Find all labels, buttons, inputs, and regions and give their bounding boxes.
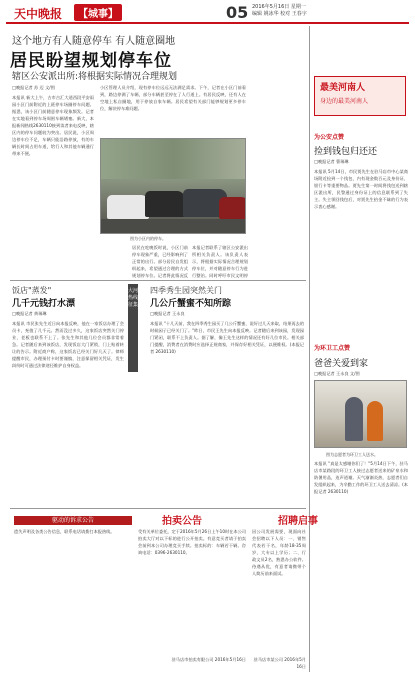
date-line <box>252 4 307 18</box>
right-body-1: 本报讯 5月14日，市民贾先生在驻马店市中心某商场附近捡到一个钱包，内有现金数百元及身份证、银行卡等重要物品。贾先生第一时间将钱包送到辖区派出所，民警通过身份证上的信息联系到了失主。失主领回钱包后，对贾先生拾金不昧的行为表示衷心感谢。 <box>314 169 408 209</box>
right-banner-title: 最美河南人 <box>320 83 366 93</box>
right-banner-sub: 身边的最美河南人 <box>320 98 369 105</box>
story2-body: 本报讯 市民张先生近日向本报反映，他在一家饭店办理了会员卡，充值了几千元。然而没过多久，这家饭店突然关门停业，老板也联系不上了。张先生和其他几位会员都非常着急。记者随后来到该饭店，发现饭店大门紧锁，门上贴着转让的告示。附近商户称，这家饭店已经关门好几天了。律师提醒市民，办理预付卡时要谨慎，注意保留相关凭证，发生纠纷时可通过法律途径维护自身权益。 <box>12 321 124 368</box>
story3-body: 本报讯 "十几天前，我在四季秀生园买了几公斤蟹蜜，说好过几天来取，结果再去的时候园子已经关门了。"昨日，市民王先生向本报反映。记者随后来到该园，发现园门紧闭，联系不上负责人。据了解，像王先生这样的情况还有好几位市民。相关部门提醒，消费者在消费时应选择正规商家，并保存好相关凭证，以便维权。(本报记者 2630110) <box>150 321 304 354</box>
hiring-body: 因公司发展需要，现面向社会招聘以下人员：一、销售代表若干名，年龄18-35周岁，大专以上学历；二、行政文员2名，熟悉办公软件。待遇从优，有意者请携带个人简历前来面试。 <box>252 529 306 576</box>
masthead-rule <box>6 22 409 24</box>
lead-column-4: 本报记者联系了辖区公安派出所相关负责人。该负责人表示，将根据实际情况合理规划停车位，并对随意停车行为进行整治。同时呼吁市民文明停 <box>192 245 248 278</box>
right-body-2: 本报讯 "真是太感谢你们了！"5月14日下午，驻马店市某路段的环卫工人接过志愿者送来的矿泉水和防暑用品，连声道谢。天气渐渐炎热，志愿者们自发组织起来，为辛勤工作的环卫工人送去清凉。(本报记者 2630110) <box>314 461 408 494</box>
hiring-sign: 驻马店市某公司 2016年5月16日 <box>253 657 306 669</box>
sanitation-photo <box>314 380 407 448</box>
lead-title: 居民盼望规划停车位 <box>10 51 172 71</box>
date-text: 2016年5月16日 星期一 <box>252 4 306 10</box>
story3-title: 几公斤蟹蜜不知所踪 <box>150 299 232 309</box>
newspaper-logo: 天中晚报 <box>14 7 63 21</box>
story3-kicker: 四季秀生园突然关门 <box>150 286 222 295</box>
bottom-divider <box>10 508 306 509</box>
right-photo-caption: 图为志愿者为环卫工人送水。 <box>326 452 378 457</box>
story2-byline: □晚报记者 黄瑞琳 <box>12 311 47 316</box>
lead-column-1: 本报讯 新大上午，古市吉汇大道西段平安雨园小区门前附近的上班停车场圈停车问题。据悉，该小区门前随意停车现象频发。记者在实地看到停车场周围车辆堵塞。新大，本报新闻热线2630110接到读者来电反映，辖区内的停车问题较为突出。居民说，小区周边停车位不足，车辆只能沿路停放，有的车辆长时间占用车道，给行人和其他车辆通行带来不便。 <box>12 95 94 156</box>
hiring-title: 招聘启事 <box>278 516 318 527</box>
section-divider <box>10 280 306 281</box>
column-divider <box>309 26 310 672</box>
lead-byline: □晚报记者 苏 迈 文/图 <box>12 85 55 90</box>
notice-body: 受有关单位委托，定于2016年5月26日上午10时在本公司拍卖大厅对以下标的进行公开拍卖。有意竞买者请于拍卖会前到本公司办理竞买手续。拍卖标的：车辆若干辆。咨询电话：0396-2630110。 <box>138 529 246 555</box>
notice-title: 拍卖公告 <box>162 516 202 527</box>
story2-title: 几千元钱打水漂 <box>12 299 76 309</box>
lead-pre-title: 这个地方有人随意停车 有人随意圈地 <box>12 36 176 47</box>
lead-column-3: 居民在吃晚饭时说，小区门前停车现象严重，已经影响到了正常的出行。部分居民自发组织起来，希望通过合理的方式规划停车位。记者将此情况反 <box>132 245 188 278</box>
right-kicker-2: 为环卫工点赞 <box>314 345 351 352</box>
page-number: 05 <box>226 3 249 22</box>
section-label: 【城事】 <box>74 4 122 21</box>
right-kicker-1: 为公安点赞 <box>314 134 345 141</box>
right-byline-2: □晚报记者 王永良 文/图 <box>314 371 360 376</box>
small-box-title: 驱动的诉求公告 <box>14 516 132 525</box>
editors-text: 编辑 姚冰华 校对 王春宇 <box>252 11 307 17</box>
parking-photo <box>100 138 246 234</box>
right-title-1: 捡到钱包归还还 <box>314 147 378 157</box>
lead-column-2: 小区管理人员介绍，现有停车位远远无法满足需求。下午，记者在小区门前看到，路边停满了车辆，部分车辆甚至停在了人行道上。有居民反映，还有人在空地上私自圈地，用于停放自家车辆。居民希望有关部门能够规划更多停车位，解决停车难问题。 <box>100 85 246 111</box>
story2-kicker: 饭店"蒸发" <box>12 286 52 295</box>
lead-subtitle: 辖区公安派出所:将根据实际情况合理规划 <box>12 72 178 82</box>
story3-byline: □晚报记者 王永良 <box>150 311 185 316</box>
vertical-banner: 大河 热线 征集 <box>128 284 138 372</box>
right-byline-1: □晚报记者 曹瑞琳 <box>314 159 349 164</box>
small-box-body: 遗失声明及各类公告信息，联系电话请拨打本报热线。 <box>14 529 115 534</box>
right-title-2: 爸爸关爱到家 <box>314 359 369 369</box>
notice-sign: 驻马店市拍卖有限公司 2016年5月16日 <box>171 657 246 662</box>
photo-caption: 图为小区内的停车。 <box>130 236 166 241</box>
